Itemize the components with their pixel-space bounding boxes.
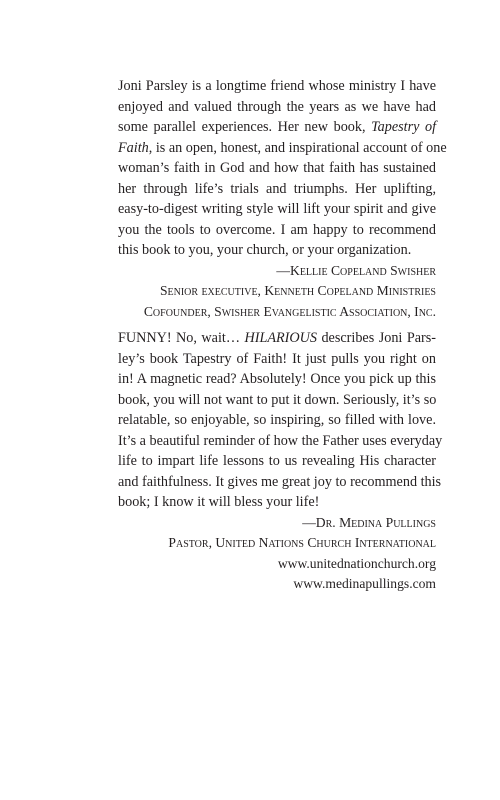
endorser-title: Pastor, United Nations Church International [168,535,436,550]
body-line [118,328,436,349]
endorsement-body [118,328,443,513]
endorser-name: —Dr. Medina Pullings [302,514,436,530]
body-line: enjoyed and valued through the years as we have had [118,98,436,115]
book-title-italic: Faith [118,139,149,156]
endorser-website: www.unitednationchurch.org [277,555,436,571]
endorser-title: Cofounder, Swisher Evangelistic Association, Inc. [143,303,436,319]
body-line [118,117,436,138]
body-line: book; I know it will bless your life! [118,494,320,510]
endorser-title: Senior executive, Kenneth Copeland Ministries [159,283,436,298]
body-line-text: describes Joni Pars- [317,330,436,346]
emphasis-italic: HILARIOUS [244,330,317,346]
endorsement-body [118,76,447,261]
body-line: life to impart life lessons to us revealing His character [118,453,436,469]
body-line: woman’s faith in God and how that faith has sustained [118,160,436,176]
body-line: book, you will not want to put it down. Seriously, it’s so [118,391,437,408]
body-line: Joni Parsley is a longtime friend whose ministry I have [118,78,436,94]
endorser-website: www.medinapullings.com [293,576,436,591]
endorser-attribution [118,261,436,323]
body-line-text: FUNNY! No, wait… [118,330,245,346]
body-line: her through life’s trials and triumphs. Her uplifting, [118,180,436,197]
body-line: It’s a beautiful reminder of how the Father uses everyday [118,432,443,449]
book-title-italic: Tapestry of [371,119,437,135]
endorsement-swisher [118,76,447,322]
endorser-attribution [118,513,436,595]
body-line: ley’s book Tapestry of Faith! It just pulls you right on [118,350,436,367]
body-line: in! A magnetic read? Absolutely! Once you pick up this [118,371,436,387]
body-line: easy-to-digest writing style will lift your spirit and give [118,201,436,217]
body-line: relatable, so enjoyable, so inspiring, so filled with love. [118,412,436,428]
body-line-text: some parallel experiences. Her new book, [118,119,372,135]
body-line [118,138,447,159]
endorser-name: —Kellie Copeland Swisher [276,262,436,278]
body-line: and faithfulness. It gives me great joy to recommend this [118,473,442,490]
body-line-text: , is an open, honest, and inspirational account of one [148,139,447,156]
body-line: this book to you, your church, or your organization. [118,242,412,258]
body-line: you the tools to overcome. I am happy to recommend [118,221,436,238]
endorsement-pullings [118,328,443,595]
